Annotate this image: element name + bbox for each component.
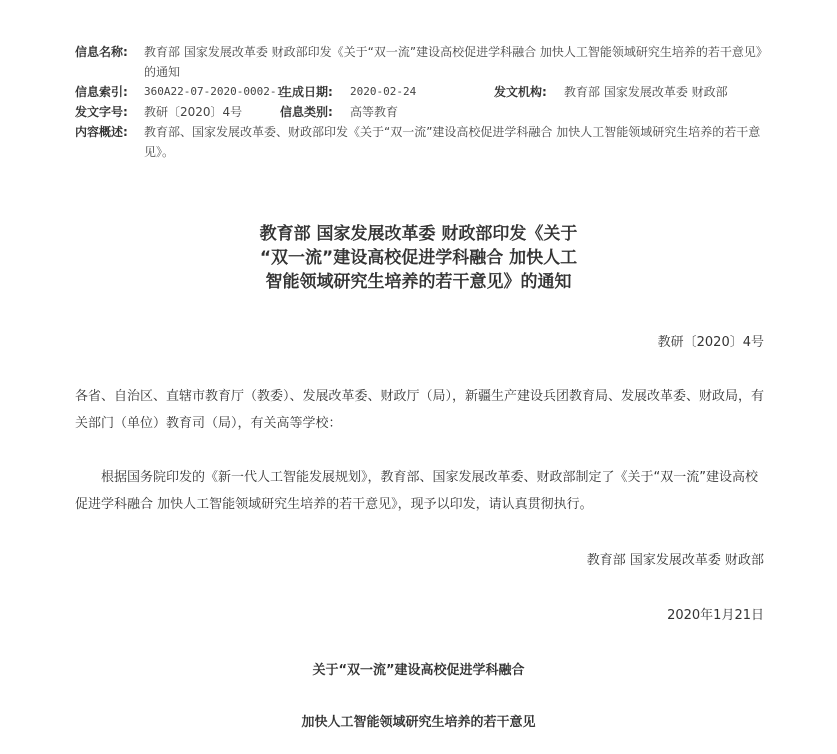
info-index-label: 信息索引: [75, 85, 128, 99]
issuer-value: 教育部 国家发展改革委 财政部 [564, 85, 728, 99]
recipients-paragraph: 各省、自治区、直辖市教育厅（教委）、发展改革委、财政厅（局），新疆生产建设兵团教育局、发展改革委、财政局，有关部门（单位）教育司（局），有关高等学校： [75, 389, 765, 431]
title-line-2: “双一流”建设高校促进学科融合 加快人工 [259, 248, 578, 268]
docno-label: 发文字号: [75, 105, 128, 119]
summary-value: 教育部、国家发展改革委、财政部印发《关于“双一流”建设高校促进学科融合 加快人工智能领域研究生培养的若干意见》。 [144, 125, 761, 159]
document-number: 教研〔2020〕4号 [657, 335, 764, 350]
signatories: 教育部 国家发展改革委 财政部 [586, 553, 764, 568]
body-paragraph: 根据国务院印发的《新一代人工智能发展规划》，教育部、国家发展改革委、财政部制定了《关于“双一流”建设高校促进学科融合 加快人工智能领域研究生培养的若干意见》，现予以印发，请认真贯彻执行。 [75, 470, 758, 512]
attachment-title-line-2: 加快人工智能领域研究生培养的若干意见 [301, 715, 536, 730]
meta-row-docno [75, 102, 765, 122]
attachment-title-line-1: 关于“双一流”建设高校促进学科融合 [312, 663, 525, 678]
metadata-panel [75, 42, 765, 162]
meta-row-index [75, 82, 765, 102]
meta-row-summary [75, 122, 765, 162]
date-label: 生成日期: [280, 85, 333, 99]
document-title [180, 222, 657, 294]
issuer-label: 发文机构: [494, 85, 547, 99]
date-value: 2020-02-24 [350, 85, 417, 98]
info-name-value: 教育部 国家发展改革委 财政部印发《关于“双一流”建设高校促进学科融合 加快人工智能领域研究生培养的若干意见》的通知 [144, 45, 762, 79]
info-index-value: 360A22-07-2020-0002-1 [144, 85, 284, 98]
sign-date: 2020年1月21日 [667, 608, 764, 623]
info-name-label: 信息名称: [75, 45, 128, 59]
title-line-1: 教育部 国家发展改革委 财政部印发《关于 [259, 224, 578, 244]
title-line-3: 智能领域研究生培养的若干意见》的通知 [265, 272, 572, 292]
category-value: 高等教育 [350, 105, 399, 119]
category-label: 信息类别: [280, 105, 333, 119]
meta-row-name [75, 42, 765, 82]
docno-value: 教研〔2020〕4号 [144, 105, 243, 119]
summary-label: 内容概述: [75, 125, 128, 139]
